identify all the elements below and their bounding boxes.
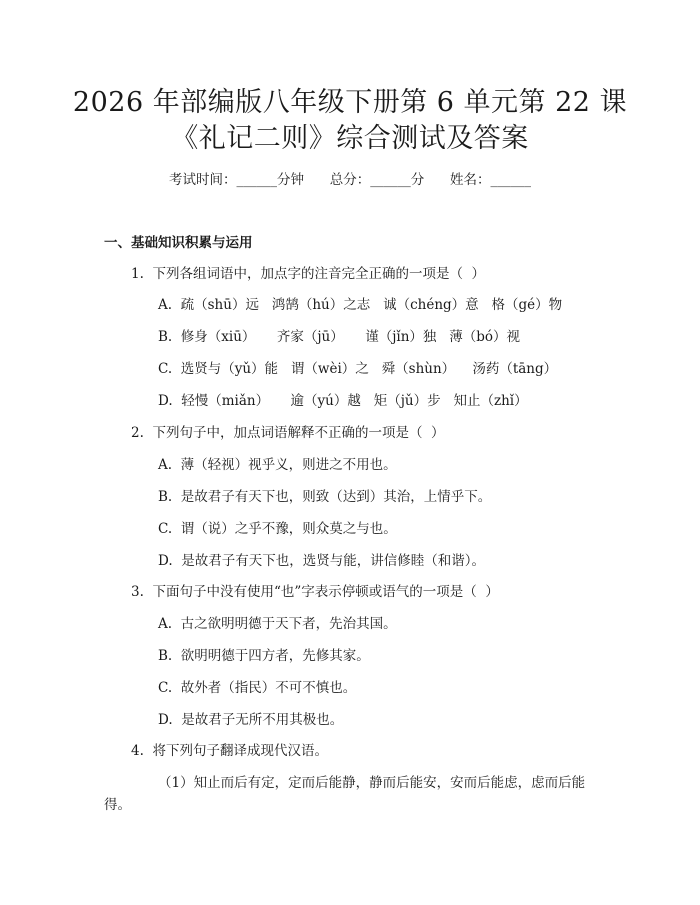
question-4-stem: 4. 将下列句子翻译成现代汉语。 bbox=[131, 743, 328, 759]
question-3-option-a: A. 古之欲明明德于天下者，先治其国。 bbox=[158, 616, 397, 632]
question-4-sentence-1-continued: 得。 bbox=[104, 797, 131, 813]
document-title-line2: 《礼记二则》综合测试及答案 bbox=[171, 123, 529, 154]
question-3-option-b: B. 欲明明德于四方者，先修其家。 bbox=[158, 648, 370, 664]
question-2-stem: 2. 下列句子中，加点词语解释不正确的一项是（ ） bbox=[131, 425, 445, 441]
question-4-sentence-1: （1）知止而后有定，定而后能静，静而后能安，安而后能虑，虑而后能 bbox=[158, 775, 586, 791]
section-heading: 一、基础知识积累与运用 bbox=[104, 235, 253, 251]
question-3-option-d: D. 是故君子无所不用其极也。 bbox=[158, 712, 344, 728]
question-1-option-d: D. 轻慢（miǎn） 逾（yú）越 矩（jǔ）步 知止（zhǐ） bbox=[158, 393, 528, 409]
document-title-line1: 2026 年部编版八年级下册第 6 单元第 22 课 bbox=[72, 87, 628, 118]
question-2-option-c: C. 谓（说）之乎不豫，则众莫之与也。 bbox=[158, 521, 397, 537]
question-2-option-d: D. 是故君子有天下也，选贤与能，讲信修睦（和谐）。 bbox=[158, 553, 485, 569]
question-3-option-c: C. 故外者（指民）不可不慎也。 bbox=[158, 680, 357, 696]
exam-info-line: 考试时间：______分钟 总分：______分 姓名：______ bbox=[169, 172, 531, 188]
question-1-stem: 1. 下列各组词语中，加点字的注音完全正确的一项是（ ） bbox=[131, 266, 486, 282]
question-2-option-b: B. 是故君子有天下也，则致（达到）其治，上情乎下。 bbox=[158, 489, 492, 505]
question-1-option-b: B. 修身（xiū） 齐家（jū） 谨（jǐn）独 薄（bó）视 bbox=[158, 329, 521, 345]
question-1-option-c: C. 选贤与（yǔ）能 谓（wèi）之 舜（shùn） 汤药（tāng） bbox=[158, 361, 558, 377]
question-1-option-a: A. 疏（shū）远 鸿鹄（hú）之志 诚（chéng）意 格（gé）物 bbox=[158, 297, 563, 313]
question-3-stem: 3. 下面句子中没有使用“也”字表示停顿或语气的一项是（ ） bbox=[131, 584, 499, 600]
question-2-option-a: A. 薄（轻视）视乎义，则进之不用也。 bbox=[158, 457, 397, 473]
